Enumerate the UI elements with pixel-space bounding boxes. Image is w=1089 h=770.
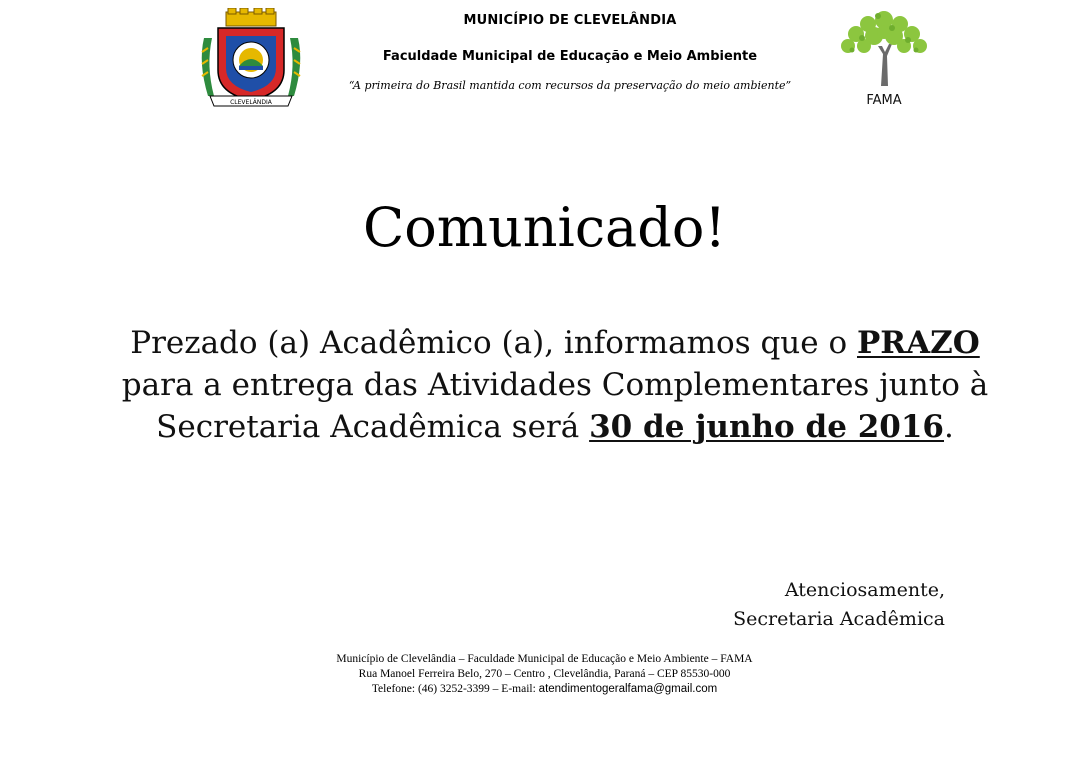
notice-body xyxy=(120,322,990,448)
closing-signature: Secretaria Acadêmica xyxy=(733,608,945,630)
fama-tree-logo xyxy=(834,6,934,86)
header-block xyxy=(320,12,820,94)
crest-banner-text: CLEVELÂNDIA xyxy=(230,99,272,106)
footer-email: atendimentogeralfama@gmail.com xyxy=(538,683,718,695)
motto-text: “A primeira do Brasil mantida com recursos da preservação do meio ambiente” xyxy=(348,79,792,92)
closing-block xyxy=(733,576,945,634)
notice-part3: . xyxy=(944,409,954,445)
deadline-keyword: PRAZO xyxy=(857,325,980,361)
deadline-date: 30 de junho de 2016 xyxy=(589,409,944,445)
footer-address: Rua Manoel Ferreira Belo, 270 – Centro , Clevelândia, Paraná – CEP 85530-000 xyxy=(358,668,731,680)
footer xyxy=(0,652,1089,697)
footer-phone: Telefone: (46) 3252-3399 – E-mail: xyxy=(371,683,536,695)
notice-title: Comunicado! xyxy=(362,196,727,259)
faculdade-heading: Faculdade Municipal de Educação e Meio Ambiente xyxy=(382,49,758,64)
footer-contact xyxy=(0,682,1089,697)
closing-greeting: Atenciosamente, xyxy=(784,579,945,601)
fama-logo-label: FAMA xyxy=(866,93,902,108)
municipal-crest-logo xyxy=(196,8,306,108)
notice-part2: para a entrega das Atividades Complementares junto à Secretaria Acadêmica será xyxy=(121,367,989,445)
municipio-heading: MUNICÍPIO DE CLEVELÂNDIA xyxy=(463,13,677,28)
notice-part1: Prezado (a) Acadêmico (a), informamos que o xyxy=(130,325,848,361)
footer-institution: Município de Clevelândia – Faculdade Municipal de Educação e Meio Ambiente – FAMA xyxy=(336,653,753,665)
